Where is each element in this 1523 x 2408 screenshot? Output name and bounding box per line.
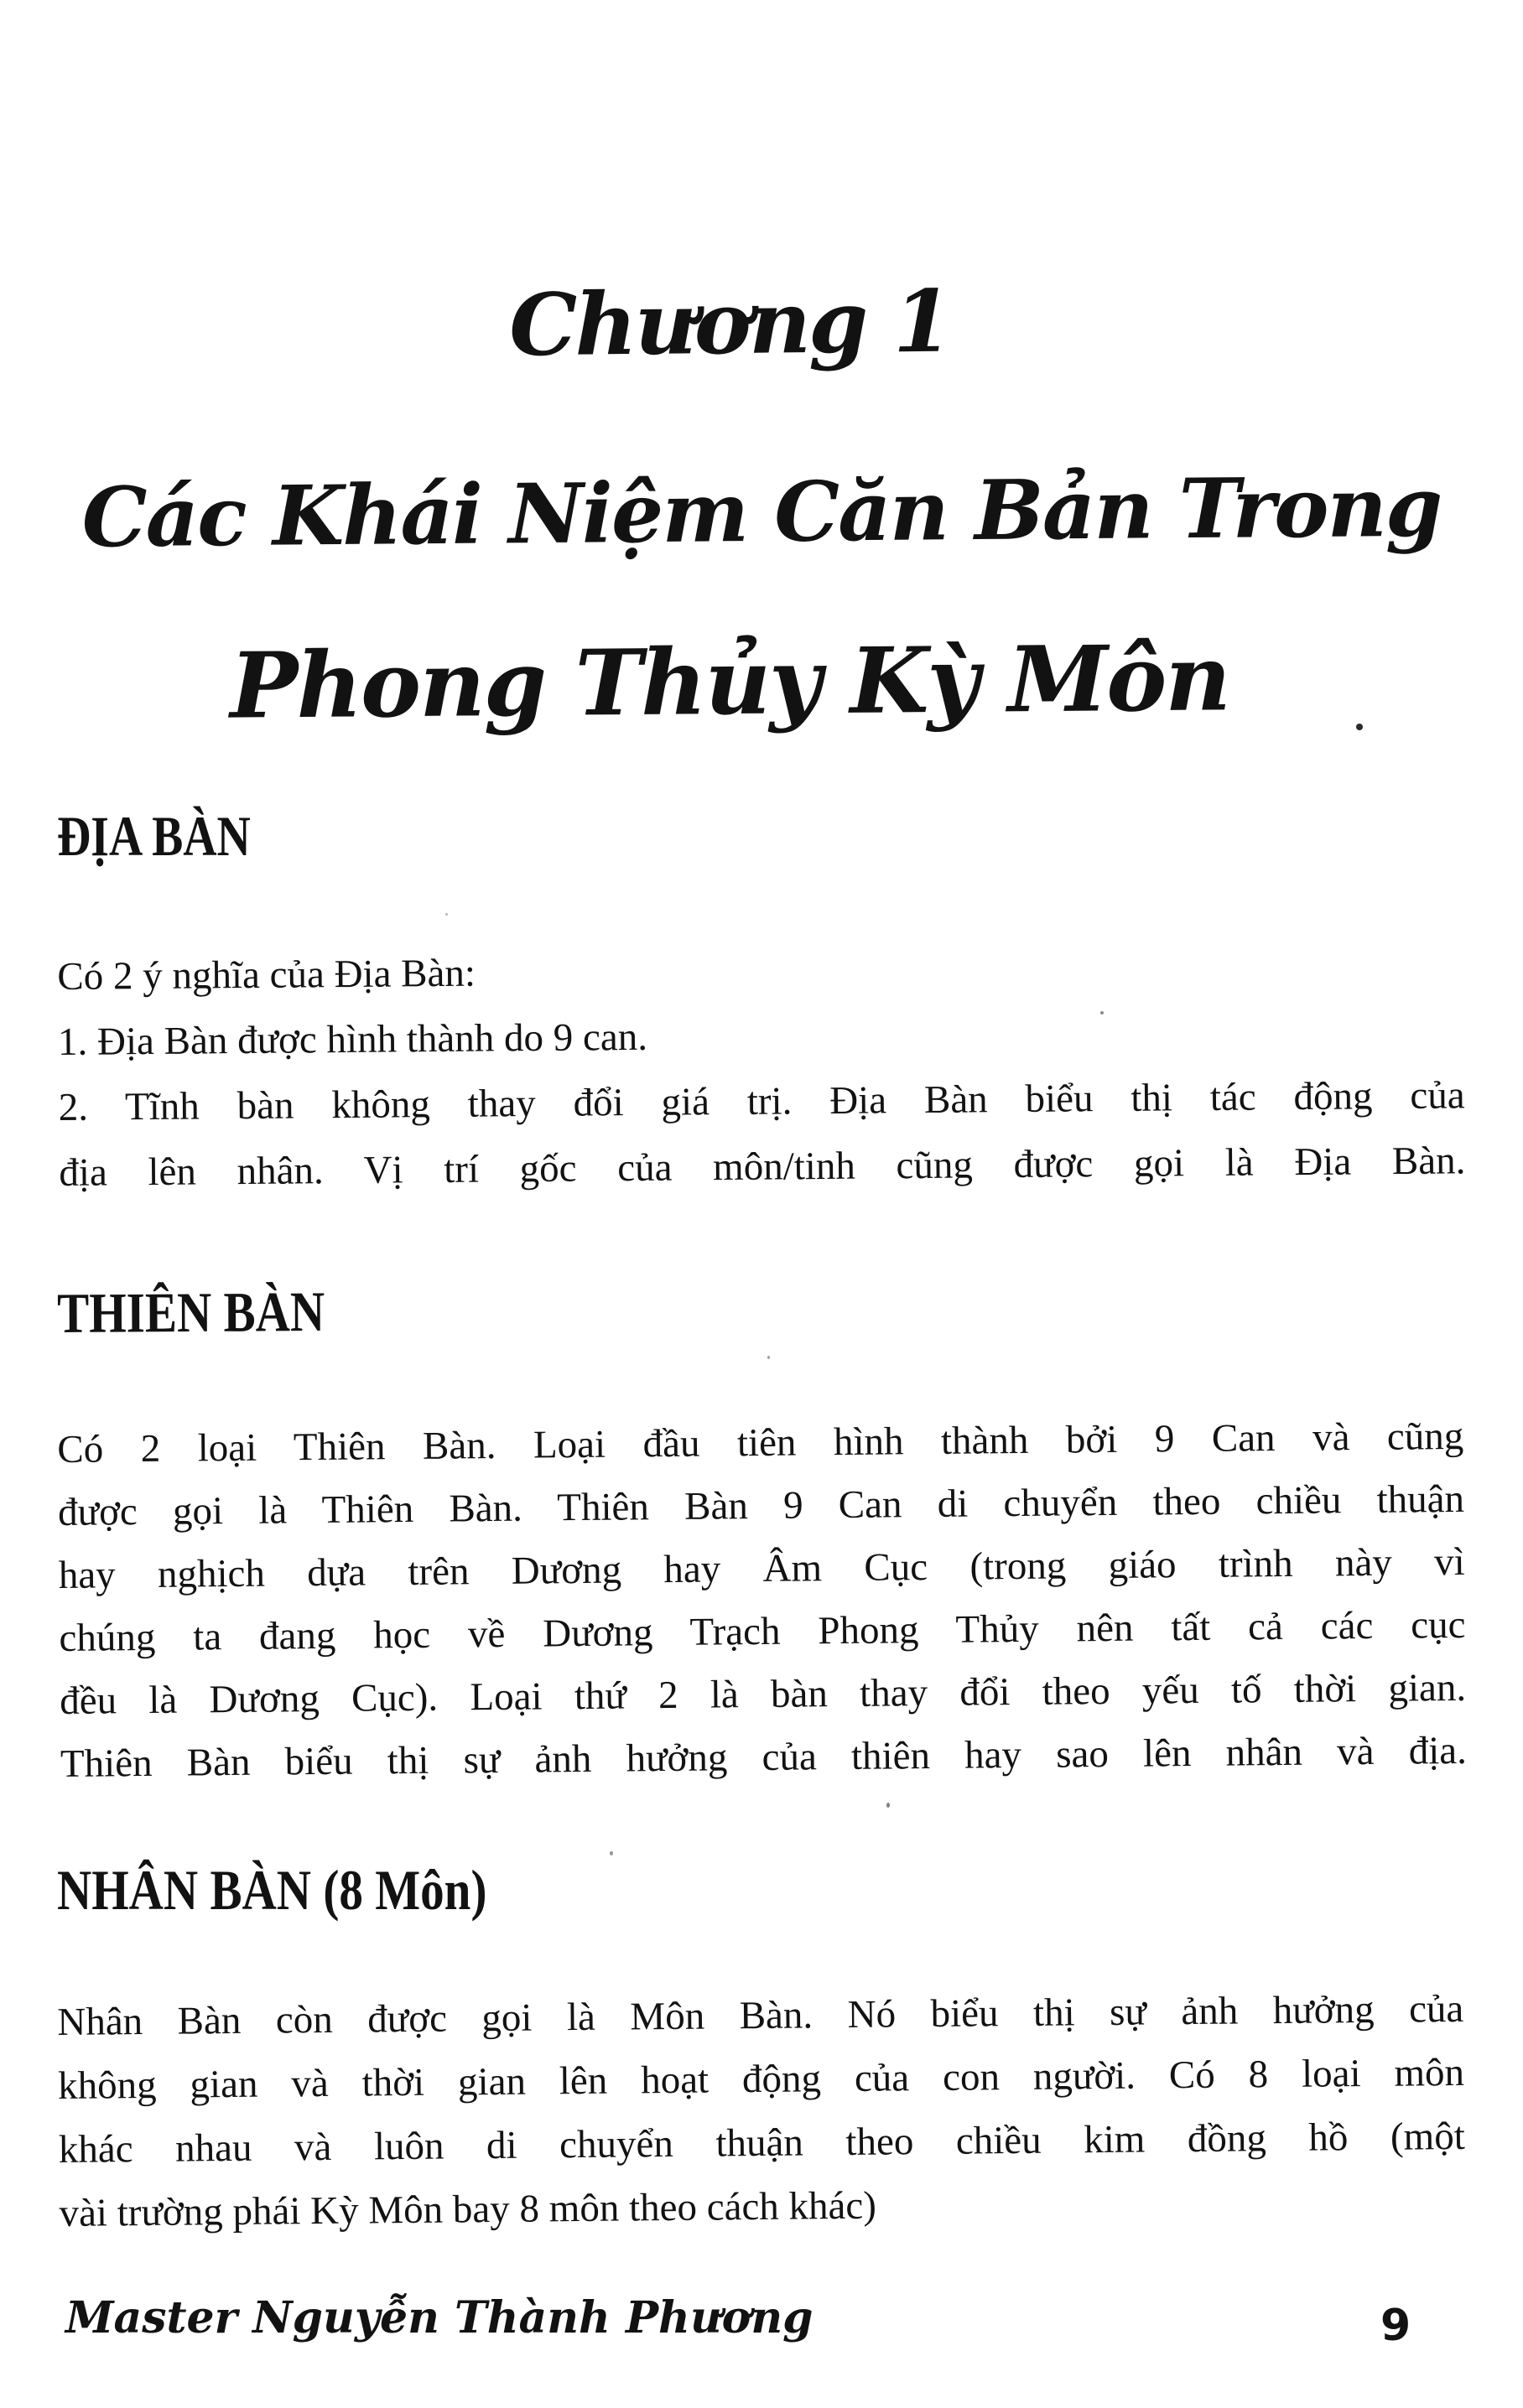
section-body-thien-ban [57, 1405, 1467, 1796]
text-line: Thiên Bàn biểu thị sự ảnh hưởng của thiên hay sao lên nhân và địa. [60, 1728, 1468, 1786]
chapter-label: Chương 1 [508, 271, 951, 376]
ink-speck [767, 1356, 770, 1359]
text-line: 2. Tĩnh bàn không thay đổi giá trị. Địa Bàn biểu thị tác động của [58, 1073, 1465, 1129]
section-heading-nhan-ban: NHÂN BÀN (8 Môn) [57, 1858, 487, 1922]
text-line: Có 2 loại Thiên Bàn. Loại đầu tiên hình thành bởi 9 Can và cũng [57, 1414, 1464, 1471]
section-heading-thien-ban: THIÊN BÀN [56, 1279, 325, 1345]
section-body-nhan-ban [57, 1977, 1466, 2245]
text-line: khác nhau và luôn di chuyển thuận theo chiều kim đồng hồ (một [58, 2114, 1465, 2172]
text-line: 1. Địa Bàn được hình thành do 9 can. [57, 1015, 648, 1064]
book-title-line-1: Các Khái Niệm Căn Bản Trong [81, 459, 1442, 567]
ink-speck [610, 1851, 613, 1855]
section-body-dia-ban [57, 932, 1466, 1206]
text-line: đều là Dương Cục). Loại thứ 2 là bàn thay đổi theo yếu tố thời gian. [59, 1665, 1467, 1723]
text-line: Nhân Bàn còn được gọi là Môn Bàn. Nó biểu thị sự ảnh hưởng của [57, 1986, 1464, 2044]
ink-speck [1100, 1011, 1104, 1015]
text-line: được gọi là Thiên Bàn. Thiên Bàn 9 Can di chuyển theo chiều thuận [57, 1476, 1465, 1534]
text-line: chúng ta đang học về Dương Trạch Phong Thủy nên tất cả các cục [59, 1602, 1466, 1660]
text-line: hay nghịch dựa trên Dương hay Âm Cục (trong giáo trình này vì [58, 1539, 1465, 1597]
text-line: địa lên nhân. Vị trí gốc của môn/tinh cũng được gọi là Địa Bàn. [59, 1139, 1466, 1195]
text-line: không gian và thời gian lên hoạt động của con người. Có 8 loại môn [57, 2050, 1465, 2108]
footer-author: Master Nguyễn Thành Phương [65, 2292, 813, 2343]
text-line: Có 2 ý nghĩa của Địa Bàn: [57, 951, 476, 999]
ink-speck [1356, 724, 1363, 730]
page-number: 9 [1380, 2301, 1411, 2351]
ink-speck [445, 913, 448, 916]
section-heading-dia-ban: ĐỊA BÀN [57, 804, 251, 868]
book-title-line-2: Phong Thủy Kỳ Môn [229, 625, 1230, 740]
text-line: vài trường phái Kỳ Môn bay 8 môn theo cách khác) [59, 2183, 877, 2235]
ink-speck [886, 1803, 890, 1808]
